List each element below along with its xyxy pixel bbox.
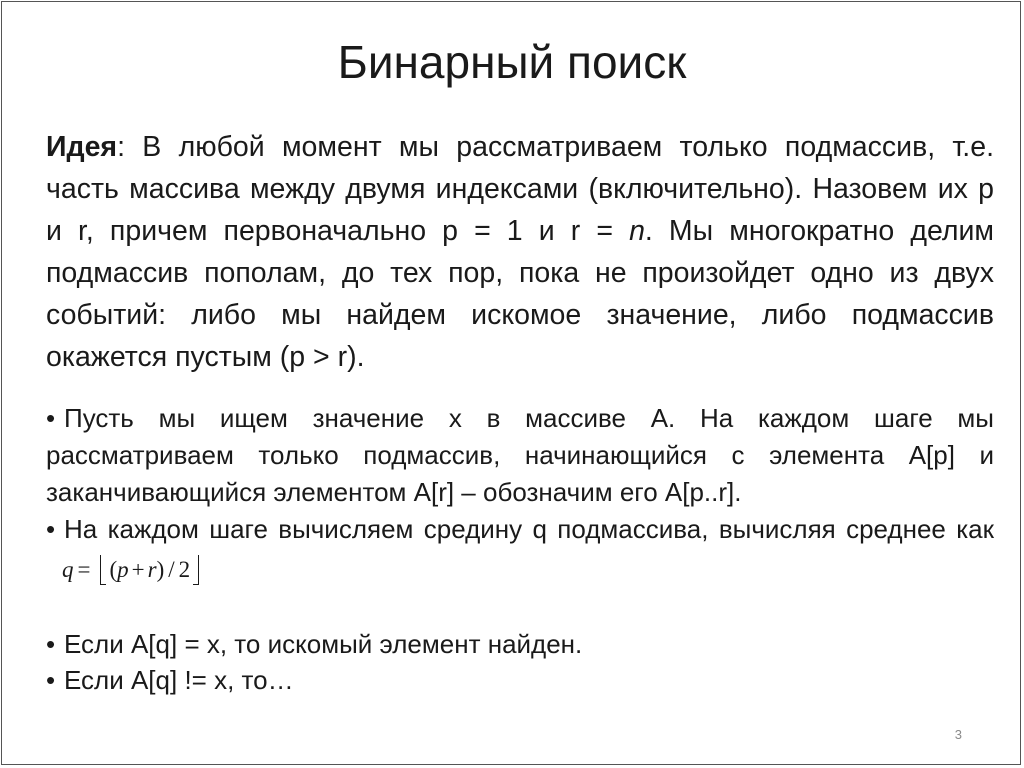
- bullet-item-midpoint: [46, 511, 994, 588]
- formula-close-paren: ): [156, 557, 165, 582]
- idea-paragraph: [46, 126, 994, 378]
- bullet-text: Если A[q] = x, то искомый элемент найден.: [64, 629, 583, 659]
- page-number: 3: [954, 727, 962, 742]
- formula-lhs: q: [62, 557, 74, 582]
- formula-plus: +: [131, 557, 145, 582]
- idea-text: : В любой момент мы рассматриваем только подмассив, т.е. часть массива между двумя индексами (включительно). Назовем их p и r, причем первоначально p = 1 и r =: [46, 131, 994, 247]
- bullet-marker: •: [46, 514, 56, 544]
- formula-two: 2: [178, 557, 191, 582]
- idea-n-symbol: n: [629, 215, 645, 247]
- bullet-marker: •: [46, 629, 56, 659]
- bullet-item-found: [46, 626, 994, 663]
- floor-bracket-right: [193, 555, 199, 585]
- idea-label: Идея: [46, 131, 118, 163]
- floor-bracket-left: [100, 555, 106, 585]
- bullet-item-search-value: [46, 400, 994, 511]
- bullet-marker: •: [46, 665, 56, 695]
- bullet-text: Пусть мы ищем значение x в массиве A. На каждом шаге мы рассматриваем только подмассив, начинающийся с элемента A[p] и заканчивающийся элементом A[r] – обозначим его A[p..r].: [46, 403, 994, 507]
- slide-title: Бинарный поиск: [337, 36, 687, 88]
- formula-divide: /: [168, 557, 175, 582]
- formula-equals: =: [77, 557, 91, 582]
- formula-p: p: [117, 557, 129, 582]
- bullet-text: На каждом шаге вычисляем средину q подмассива, вычисляя среднее как: [64, 514, 994, 544]
- midpoint-formula: [62, 551, 199, 588]
- idea-text-end: . Мы многократно делим подмассив пополам, до тех пор, пока не произойдет одно из двух событий: либо мы найдем искомое значение, либо подмассив окажется пустым (p > r).: [46, 215, 994, 373]
- bullet-item-not-found: [46, 662, 994, 699]
- formula-r: r: [147, 557, 157, 582]
- bullet-marker: •: [46, 403, 56, 433]
- bullet-text: Если A[q] != x, то…: [64, 665, 294, 695]
- formula-open-paren: (: [109, 557, 118, 582]
